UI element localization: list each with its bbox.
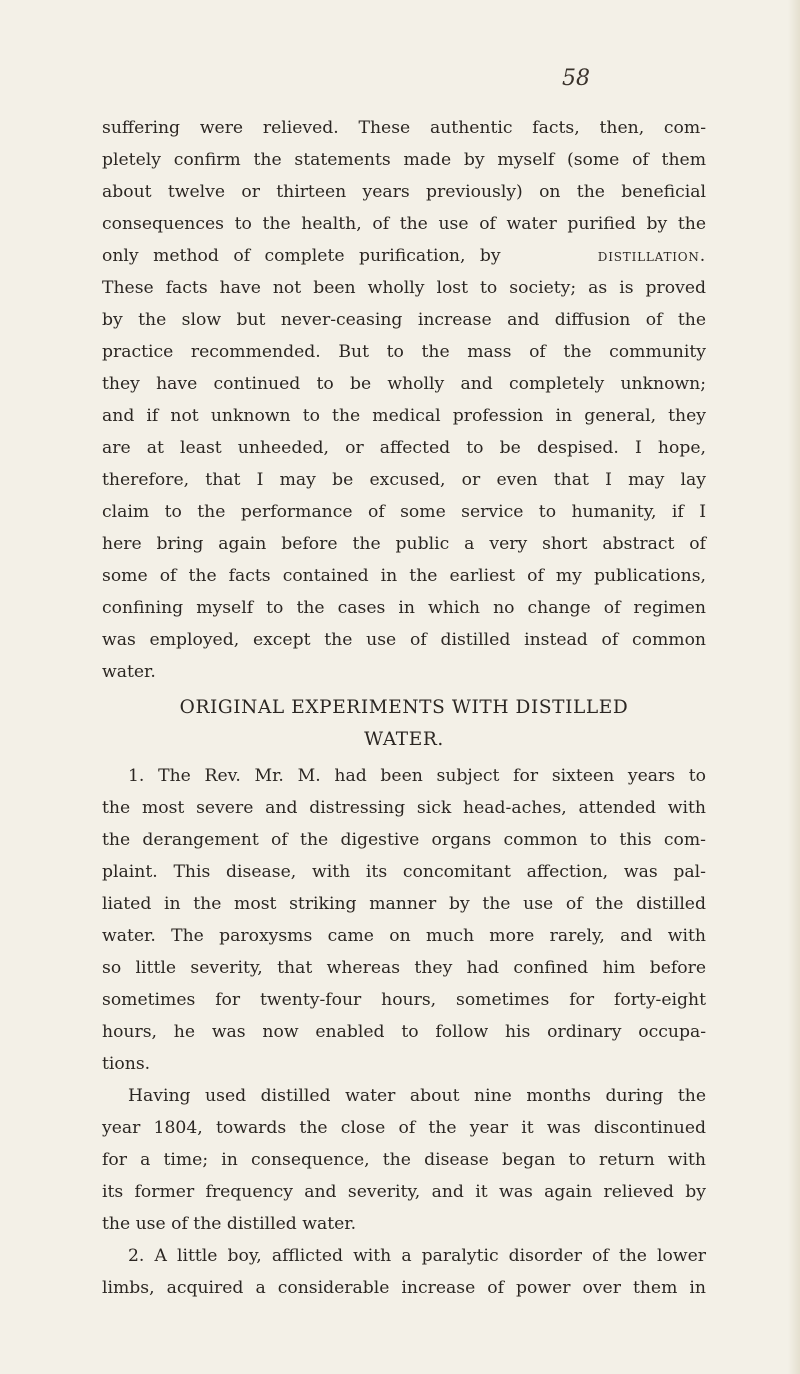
text-line: water. bbox=[102, 662, 156, 682]
section-heading-line: WATER. bbox=[364, 729, 444, 750]
text-line: hours, he was now enabled to follow his ordinary occupa- bbox=[102, 1022, 706, 1042]
text-line bbox=[102, 240, 706, 272]
text-line: about twelve or thirteen years previously) on the beneficial bbox=[102, 182, 706, 202]
text-line: the derangement of the digestive organs common to this com- bbox=[102, 830, 706, 850]
text-line: the most severe and distressing sick head-aches, attended with bbox=[102, 798, 706, 818]
text-line: tions. bbox=[102, 1054, 151, 1074]
section-heading-line: ORIGINAL EXPERIMENTS WITH DISTILLED bbox=[179, 697, 629, 718]
paragraph-4 bbox=[102, 1240, 706, 1304]
page-number: 58 bbox=[562, 66, 590, 91]
text-line: therefore, that I may be excused, or even that I may lay bbox=[102, 470, 706, 490]
page-edge-shadow bbox=[788, 0, 800, 1374]
section-heading bbox=[102, 692, 706, 756]
text-line-part: only method of complete purification, by bbox=[102, 246, 501, 266]
paragraph-2 bbox=[102, 760, 706, 1080]
text-line: for a time; in consequence, the disease began to return with bbox=[102, 1150, 706, 1170]
text-line: limbs, acquired a considerable increase of power over them in bbox=[102, 1278, 706, 1298]
text-line: claim to the performance of some service to humanity, if I bbox=[102, 502, 706, 522]
text-line: was employed, except the use of distilled instead of common bbox=[102, 630, 706, 650]
text-line: they have continued to be wholly and completely unknown; bbox=[102, 374, 706, 394]
text-line: some of the facts contained in the earliest of my publications, bbox=[102, 566, 706, 586]
text-line: sometimes for twenty-four hours, sometimes for forty-eight bbox=[102, 990, 706, 1010]
text-line: suffering were relieved. These authentic facts, then, com- bbox=[102, 118, 706, 138]
text-line: practice recommended. But to the mass of the community bbox=[102, 342, 706, 362]
text-line: and if not unknown to the medical profession in general, they bbox=[102, 406, 706, 426]
text-line: 1. The Rev. Mr. M. had been subject for sixteen years to bbox=[128, 766, 706, 786]
text-line: consequences to the health, of the use of water purified by the bbox=[102, 214, 706, 234]
text-line: confining myself to the cases in which no change of regimen bbox=[102, 598, 706, 618]
text-line: water. The paroxysms came on much more rarely, and with bbox=[102, 926, 706, 946]
text-line: 2. A little boy, afflicted with a paralytic disorder of the lower bbox=[128, 1246, 706, 1266]
text-line: pletely confirm the statements made by myself (some of them bbox=[102, 150, 706, 170]
text-line: the use of the distilled water. bbox=[102, 1214, 357, 1234]
text-line: These facts have not been wholly lost to society; as is proved bbox=[102, 278, 706, 298]
text-line: so little severity, that whereas they had confined him before bbox=[102, 958, 706, 978]
text-line: liated in the most striking manner by the use of the distilled bbox=[102, 894, 706, 914]
text-line: Having used distilled water about nine months during the bbox=[128, 1086, 706, 1106]
text-line: plaint. This disease, with its concomitant affection, was pal- bbox=[102, 862, 706, 882]
text-line: by the slow but never-ceasing increase and diffusion of the bbox=[102, 310, 706, 330]
paragraph-3 bbox=[102, 1080, 706, 1240]
text-line: year 1804, towards the close of the year it was discontinued bbox=[102, 1118, 706, 1138]
paragraph-1 bbox=[102, 112, 706, 688]
text-line: are at least unheeded, or affected to be despised. I hope, bbox=[102, 438, 706, 458]
text-line: here bring again before the public a very short abstract of bbox=[102, 534, 706, 554]
text-line: its former frequency and severity, and it was again relieved by bbox=[102, 1182, 706, 1202]
smallcaps-term: distillation. bbox=[597, 246, 706, 266]
